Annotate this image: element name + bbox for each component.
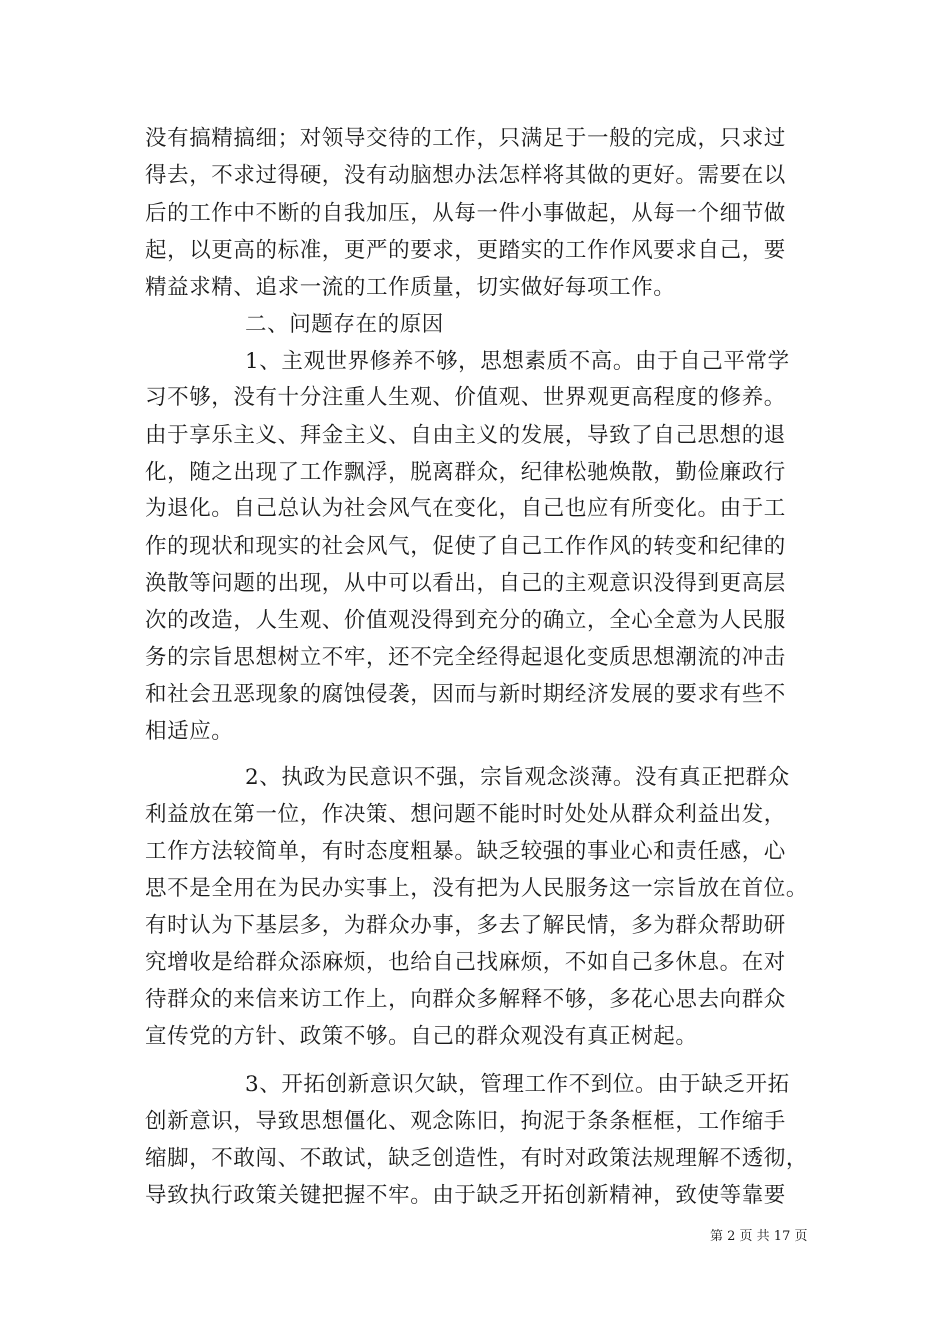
paragraph-2-start: 2、执政为民意识不强，宗旨观念淡薄。没有真正把群众 — [245, 765, 790, 790]
text-line: 务的宗旨思想树立不牢，还不完全经得起退化变质思想潮流的冲击 — [145, 645, 786, 670]
section-heading: 二、问题存在的原因 — [245, 312, 444, 337]
paragraph-1-start: 1、主观世界修养不够，思想素质不高。由于自己平常学 — [245, 349, 790, 374]
text-line: 宣传党的方针、政策不够。自己的群众观没有真正树起。 — [145, 1024, 698, 1049]
text-line: 待群众的来信来访工作上，向群众多解释不够，多花心思去向群众 — [145, 987, 786, 1012]
text-line: 为退化。自己总认为社会风气在变化，自己也应有所变化。由于工 — [145, 496, 786, 521]
text-line: 创新意识，导致思想僵化、观念陈旧，拘泥于条条框框，工作缩手 — [145, 1109, 786, 1134]
page-number-footer: 第 2 页 共 17 页 — [710, 1229, 808, 1244]
text-line: 起，以更高的标准，更严的要求，更踏实的工作作风要求自己，要 — [145, 238, 786, 263]
text-line: 化，随之出现了工作飘浮，脱离群众，纪律松驰焕散，勤俭廉政行 — [145, 460, 786, 485]
text-line: 缩脚，不敢闯、不敢试，缺乏创造性，有时对政策法规理解不透彻， — [145, 1146, 809, 1171]
text-line: 导致执行政策关键把握不牢。由于缺乏开拓创新精神，致使等靠要 — [145, 1183, 786, 1208]
text-line: 思不是全用在为民办实事上，没有把为人民服务这一宗旨放在首位。 — [145, 876, 809, 901]
text-line: 得去，不求过得硬，没有动脑想办法怎样将其做的更好。需要在以 — [145, 163, 786, 188]
text-line: 相适应。 — [145, 719, 234, 744]
text-line: 精益求精、追求一流的工作质量，切实做好每项工作。 — [145, 275, 676, 300]
text-line: 没有搞精搞细；对领导交待的工作，只满足于一般的完成，只求过 — [145, 126, 786, 151]
text-line: 有时认为下基层多，为群众办事，多去了解民情，多为群众帮助研 — [145, 913, 786, 938]
paragraph-3-start: 3、开拓创新意识欠缺，管理工作不到位。由于缺乏开拓 — [245, 1072, 790, 1097]
text-line: 利益放在第一位，作决策、想问题不能时时处处从群众利益出发， — [145, 802, 786, 827]
text-line: 由于享乐主义、拜金主义、自由主义的发展，导致了自己思想的退 — [145, 423, 786, 448]
text-line: 作的现状和现实的社会风气，促使了自己工作作风的转变和纪律的 — [145, 534, 786, 559]
text-line: 习不够，没有十分注重人生观、价值观、世界观更高程度的修养。 — [145, 385, 786, 410]
text-line: 次的改造，人生观、价值观没得到充分的确立，全心全意为人民服 — [145, 608, 786, 633]
text-line: 工作方法较简单，有时态度粗暴。缺乏较强的事业心和责任感，心 — [145, 839, 786, 864]
text-line: 后的工作中不断的自我加压，从每一件小事做起，从每一个细节做 — [145, 201, 786, 226]
text-line: 和社会丑恶现象的腐蚀侵袭，因而与新时期经济发展的要求有些不 — [145, 682, 786, 707]
text-line: 涣散等问题的出现，从中可以看出，自己的主观意识没得到更高层 — [145, 571, 786, 596]
text-line: 究增收是给群众添麻烦，也给自己找麻烦，不如自己多休息。在对 — [145, 950, 786, 975]
